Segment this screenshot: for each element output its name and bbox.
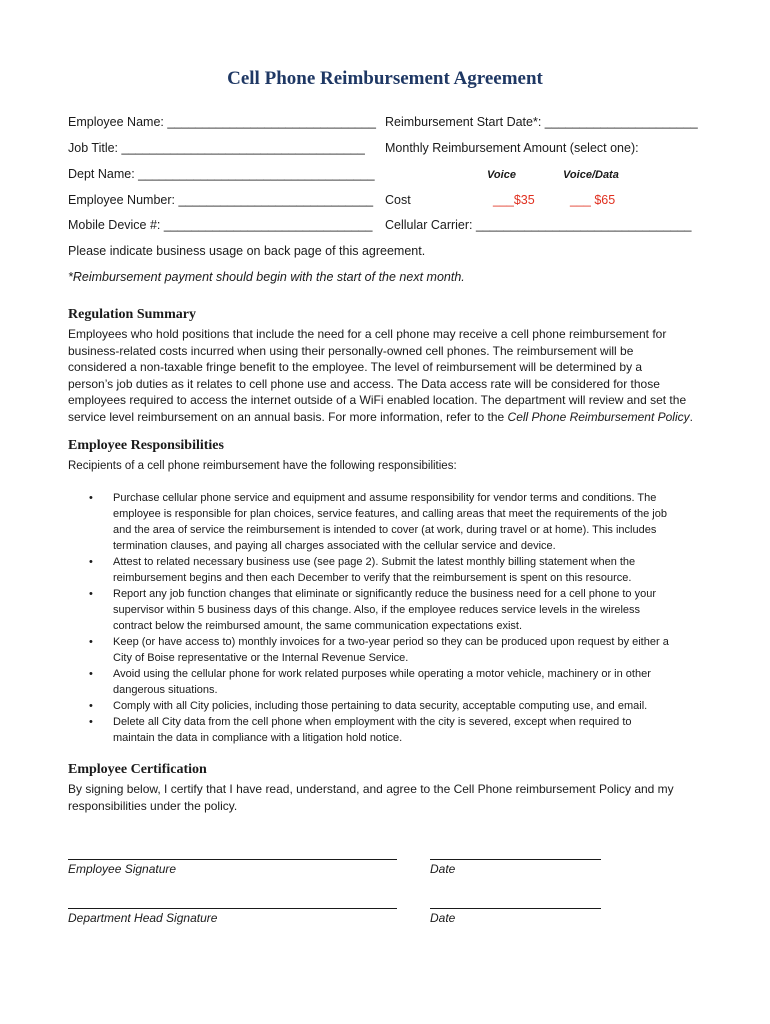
cost-label: Cost [385,193,411,207]
list-item [86,554,706,586]
list-item [86,586,706,634]
regulation-line: Employees who hold positions that include the need for a cell phone may receive a cell phone reimbursement for [68,327,667,341]
cost-voice-option[interactable]: ___$35 [493,193,535,207]
certification-line: responsibilities under the policy. [68,798,238,813]
list-item-line: dangerous situations. [113,684,218,696]
regulation-summary-text [68,326,708,425]
list-item-line: and the area of service the reimbursement is intended to cover (at work, during travel or at home). This includes [113,524,657,536]
document-title: Cell Phone Reimbursement Agreement [227,68,543,89]
certification-line: By signing below, I certify that I have read, understand, and agree to the Cell Phone reimbursement Policy and my [68,782,674,796]
list-item-line: maintain the data in compliance with a litigation hold notice. [113,732,403,744]
regulation-last-line-text: service level reimbursement on an annual basis. For more information, refer to the [68,409,508,424]
list-item-line: supervisor within 5 business days of this change. Also, if the employee reduces service levels in the wireless [113,604,641,616]
policy-name: Cell Phone Reimbursement Policy [507,409,690,424]
cellular-carrier-field[interactable]: Cellular Carrier: _______________________________ [385,218,692,232]
department-head-date-label: Date [430,911,456,925]
regulation-line: person’s job duties as it relates to cell phone use and access. The Data access rate will be considered for those [68,376,660,391]
voice-column-header: Voice [487,169,516,181]
dept-name-field[interactable]: Dept Name: __________________________________ [68,167,375,181]
department-head-date-line[interactable] [430,908,601,909]
voice-data-column-header: Voice/Data [563,169,619,181]
list-item-line: Avoid using the cellular phone for work related purposes while operating a motor vehicle, machinery or in other [113,668,651,680]
responsibilities-list [86,490,706,746]
employee-name-field[interactable]: Employee Name: ______________________________ [68,115,376,129]
list-item-line: Purchase cellular phone service and equipment and assume responsibility for vendor terms and conditions. The [113,492,657,504]
list-item-line: Report any job function changes that eliminate or significantly reduce the business need for a cell phone to your [113,588,656,600]
list-item-line: employee is responsible for plan choices, service features, and calling areas that meet the requirements of the job [113,508,667,520]
list-item [86,714,706,746]
bullet-icon: • [89,700,93,712]
regulation-last-line-end: . [689,409,693,424]
regulation-line [68,409,708,426]
employee-number-field[interactable]: Employee Number: ____________________________ [68,193,374,207]
payment-note: *Reimbursement payment should begin with the start of the next month. [68,270,465,284]
bullet-icon: • [89,492,93,504]
list-item-line: reimbursement begins and then each December to verify that the reimbursement is spent on this resource. [113,572,632,584]
list-item-line: Comply with all City policies, including those pertaining to data security, acceptable computing use, and email. [113,700,648,712]
responsibilities-heading: Employee Responsibilities [68,438,224,453]
employee-date-label: Date [430,862,456,876]
certification-heading: Employee Certification [68,762,207,777]
bullet-icon: • [89,636,93,648]
list-item-line: Attest to related necessary business use (see page 2). Submit the latest monthly billing statement when the [113,556,636,568]
job-title-field[interactable]: Job Title: ___________________________________ [68,141,365,155]
list-item [86,698,706,714]
responsibilities-intro: Recipients of a cell phone reimbursement have the following responsibilities: [68,460,457,472]
usage-note: Please indicate business usage on back page of this agreement. [68,244,426,258]
list-item-line: contract below the reimbursed amount, the same communication expectations exist. [113,620,523,632]
list-item-line: City of Boise representative or the Internal Revenue Service. [113,652,409,664]
list-item-line: Delete all City data from the cell phone when employment with the city is severed, except when required to [113,716,632,728]
employee-signature-line[interactable] [68,859,397,860]
list-item [86,666,706,698]
certification-text [68,781,708,814]
list-item [86,634,706,666]
list-item-line: Keep (or have access to) monthly invoices for a two-year period so they can be produced upon request by either a [113,636,669,648]
bullet-icon: • [89,588,93,600]
mobile-device-field[interactable]: Mobile Device #: ______________________________ [68,218,373,232]
employee-date-line[interactable] [430,859,601,860]
regulation-line: employees required to access the internet outside of a WiFi enabled location. The department will review and set the [68,393,687,407]
department-head-signature-label: Department Head Signature [68,911,218,925]
bullet-icon: • [89,556,93,568]
regulation-line: business-related costs incurred when using their personally-owned cell phones. The reimbursement will be [68,343,634,358]
regulation-summary-heading: Regulation Summary [68,307,196,322]
employee-signature-label: Employee Signature [68,862,177,876]
cost-voice-data-option[interactable]: ___ $65 [570,193,616,207]
bullet-icon: • [89,668,93,680]
regulation-line: considered a non-taxable fringe benefit to the employee. The level of reimbursement will be determined by a [68,360,643,374]
list-item [86,490,706,554]
department-head-signature-line[interactable] [68,908,397,909]
reimbursement-start-date-field[interactable]: Reimbursement Start Date*: ______________________ [385,115,698,129]
bullet-icon: • [89,716,93,728]
list-item-line: termination clauses, and paying all charges associated with the cellular service and device. [113,540,556,552]
monthly-amount-label: Monthly Reimbursement Amount (select one): [385,141,639,155]
